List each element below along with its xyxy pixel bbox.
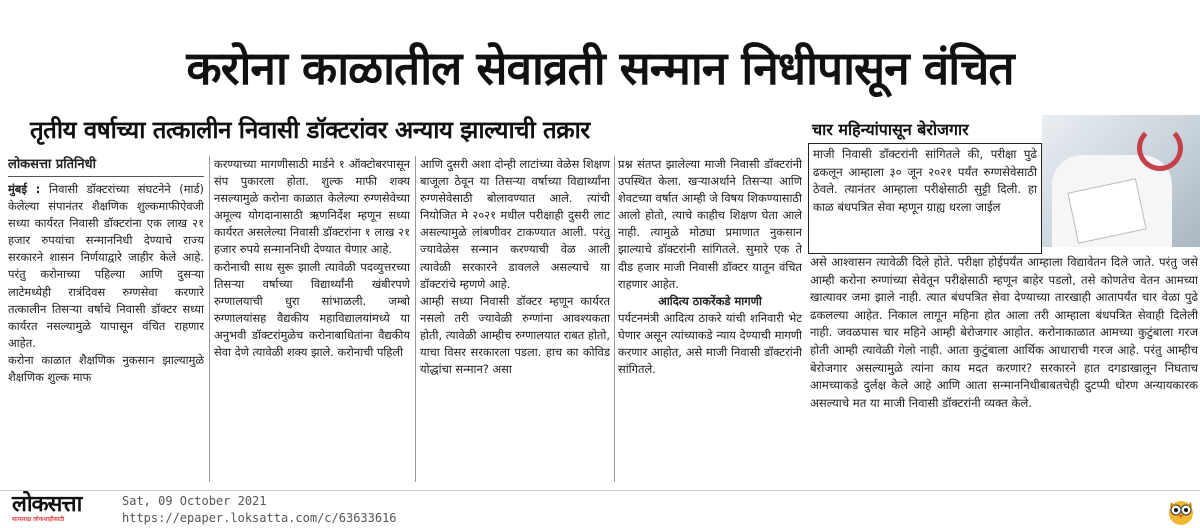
sidebar-text-top: माजी निवासी डॉक्टरांनी सांगितले की, परीक्षा पुढे ढकलून आम्हाला ३० जून २०२१ पर्यंत रुग्णसेवेसाठी ठेवले. त्यानंतर आम्हाला परीक्षेसाठी सुट्टी दिली. हा काळ बंधपत्रित सेवा म्हणून ग्राह्य धरला जाईल [813,147,1037,214]
owl-mascot-icon [1166,496,1196,526]
column-3 [420,156,610,484]
column-4 [618,156,802,484]
epaper-url[interactable]: https://epaper.loksatta.com/c/63633616 [122,511,397,525]
byline: लोकसत्ता प्रतिनिधी [8,154,204,177]
sidebar-title: चार महिन्यांपासून बेरोजगार [812,120,969,139]
sidebar-text-bottom: असे आश्वासन त्यावेळी दिले होते. परीक्षा होईपर्यंत आम्हाला विद्यावेतन दिले जाते. परंतु जसे आम्ही करोना रुग्णांच्या सेवेतून परीक्षेसाठी म्हणून बाहेर पडलो, तसे कोणतेच वेतन आमच्या खात्यावर जमा झाले नाही. त्यात बंधपत्रित सेवा देण्याच्या तारखाही आतापर्यंत चार वेळा पुढे ढकलल्या आहेत. निकाल लागून महिना होत आला तरी आम्हाला बंधपत्रित सेवाही दिलेली नाही. जवळपास चार महिने आम्ही बेरोजगार आहोत. करोनाकाळात आमच्या कुटुंबाला गरज होती आम्ही त्यावेळी गेलो नाही. आता कुटुंबाला आर्थिक आधाराची गरज आहे. परंतु आम्हीच बेरोजगार असल्यामुळे त्यांना काय मदत करणार? सरकारने हात दगडाखालून निघताच आमच्याकडे दुर्लक्ष केले आहे आणि आता सन्माननिधीबाबतचेही दुटप्पी धोरण अन्यायकारक असल्याचे मत या माजी निवासी डॉक्टरांनी व्यक्त केले. [810,255,1198,410]
column-2 [214,156,410,484]
doctor-photo [1042,115,1200,247]
sidebar-box-top [808,143,1042,254]
column-divider [209,156,210,482]
column-divider [614,156,615,482]
column-1 [8,154,204,484]
loksatta-logo: लोकसत्ता सत्यसाक्ष लोकशाहीसाठी [12,492,82,523]
col4-text2: पर्यटनमंत्री आदित्य ठाकरे यांची शनिवारी भेट घेणार असून त्यांच्याकडे न्याय देण्याची मागणी करणार आहोत, असे माजी निवासी डॉक्टरांनी सांगितले. [618,310,802,377]
dateline: मुंबई : [8,182,41,196]
col1-text2: करोना काळात शैक्षणिक नुकसान झाल्यामुळे शैक्षणिक शुल्क माफ [8,352,204,385]
col3-text2: आम्ही सध्या निवासी डॉक्टर म्हणून कार्यरत नसलो तरी ज्यावेळी रुग्णांना आवश्यकता होती, त्यावेळी आम्हीच रुग्णालयात राबत होतो, याचा विसर सरकारला पडला. हाच का कोविड योद्धांचा सन्मान? असा [420,293,610,377]
col4-subhead: आदित्य ठाकरेंकडे मागणी [658,293,762,308]
col4-text: प्रश्न संतप्त झालेल्या माजी निवासी डॉक्टरांनी उपस्थित केला. खऱ्याअर्थाने तिसऱ्या आणि शेवटच्या वर्षात आम्ही जे विषय शिकण्यासाठी आलो होतो, त्याचे काहीच शिक्षण घेता आले नाही. त्यामुळे मोठ्या प्रमाणात नुकसान झाल्याचे डॉक्टरांनी सांगितले. सुमारे एक ते दीड हजार माजी निवासी डॉक्टर यातून वंचित राहणार आहेत. [618,157,802,291]
sidebar-text-bottom-col [810,254,1198,486]
footer-divider [0,490,1200,491]
column-divider [415,156,416,482]
edition-date: Sat, 09 October 2021 [122,494,267,508]
col3-text: आणि दुसरी अशा दोन्ही लाटांच्या वेळेस शिक्षण बाजूला ठेवून या तिसऱ्या वर्षाच्या विद्यार्थ्यांना रुग्णसेवेसाठी बोलावण्यात आले. त्यांची नियोजित मे २०२१ मधील परीक्षाही दुसरी लाट असल्यामुळे लांबणीवर टाकण्यात आली. परंतु ज्यावेळेस सन्मान करण्याची वेळ आली त्यावेळी सरकारने डावलले असल्याचे या डॉक्टरांचे म्हणणे आहे. [420,157,610,291]
col2-text2: करोनाची साथ सुरू झाली त्यावेळी पदव्युत्तरच्या तिसऱ्या वर्षाच्या विद्यार्थ्यांनी खंबीरपणे रुग्णालयाची धुरा सांभाळली. जम्बो रुग्णालयांसह वैद्यकीय महाविद्यालयांमध्ये या अनुभवी डॉक्टरांमुळेच करोनाबाधितांना वैद्यकीय सेवा देणे त्यावेळी शक्य झाले. करोनाची पहिली [214,259,410,360]
col1-text: निवासी डॉक्टरांच्या संघटनेने (मार्ड) केलेल्या संपानंतर शैक्षणिक शुल्कमाफीऐवजी सध्या कार्यरत निवासी डॉक्टरांना एक लाख २१ हजार रुपयांचा सन्माननिधी देण्याचे राज्य सरकारने शासन निर्णयाद्वारे जाहीर केले आहे. परंतु करोनाच्या पहिल्या आणि दुसऱ्या लाटेमध्येही रात्रंदिवस रुग्णसेवा करणारे तत्कालीन तिसऱ्या वर्षाचे निवासी डॉक्टर सध्या कार्यरत नसल्यामुळे यापासून वंचित राहणार आहेत. [8,182,204,350]
subheadline: तृतीय वर्षाच्या तत्कालीन निवासी डॉक्टरांवर अन्याय झाल्याची तक्रार [30,116,590,144]
col2-text: करण्याच्या मागणीसाठी मार्डने १ ऑक्टोबरपासून संप पुकारला होता. शुल्क माफी शक्य नसल्यामुळे करोना काळात केलेल्या रुग्णसेवेच्या अमूल्य योगदानासाठी ऋणनिर्देश म्हणून सध्या कार्यरत असलेल्या निवासी डॉक्टरांना १ लाख २१ हजार रुपये सन्माननिधी देण्यात येणार आहे. [214,157,410,257]
headline: करोना काळातील सेवाव्रती सन्मान निधीपासून वंचित [186,41,1014,95]
